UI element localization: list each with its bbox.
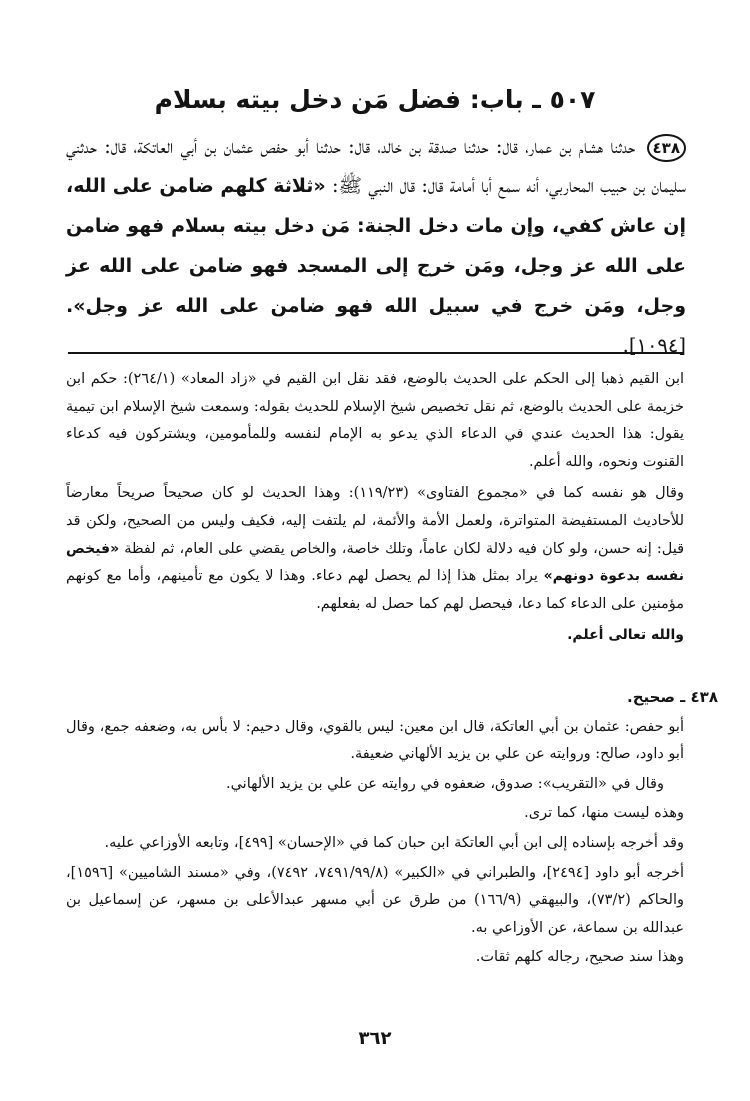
hadith-number-badge: ٤٣٨ [647, 134, 686, 162]
hadith-reference: [١٠٩٤]. [622, 334, 686, 357]
takhrij-line: أخرجه أبو داود [٢٤٩٤]، والطبراني في «الكبير» (٧٤٩١/٩٩/٨، ٧٤٩٢)، وفي «مسند الشاميين» [١٥٩٦]، والحاكم (٧٣/٢)، والبيهقي (١٦٦/٩) من طرق عن أبي مسهر عبدالأعلى بن مسهر، عن إسماعيل بن عبدالله بن سماعة، عن الأوزاعي به. [66, 864, 684, 936]
footnote-paragraph-2-end: يراد بمثل هذا إذا لم يحصل لهم دعاء. وهذا لا يكون مع تأمينهم، وأما مع كونهم مؤمنين على الدعاء كما دعا، فيحصل لهم كما حصل له بفعلهم. [66, 568, 684, 612]
takhrij-line: أبو حفص: عثمان بن أبي العاتكة، قال ابن معين: ليس بالقوي، وقال دحيم: لا بأس به، وضعفه جمع، وقال أبو داود، صالح: وروايته عن علي بن يزيد الألهاني ضعيفة. [66, 718, 684, 763]
hadith-text [66, 127, 686, 365]
hadith-matn: «ثلاثة كلهم ضامن على الله، إن عاش كفي، وإن مات دخل الجنة: مَن دخل بيته بسلام فهو ضامن على الله عز وجل، ومَن خرج إلى المسجد فهو ضامن على الله عز وجل، ومَن خرج في سبيل الله فهو ضامن على الله عز وجل». [66, 175, 686, 317]
takhrij-section [66, 684, 718, 974]
footnote-paragraph-2 [66, 480, 684, 618]
takhrij-line: وهذه ليست منها، كما ترى. [524, 805, 684, 822]
takhrij-line: وهذا سند صحيح، رجاله كلهم ثقات. [475, 949, 684, 966]
hadith-paragraph [66, 127, 686, 365]
footnote-quoted-phrase: «فيخص نفسه بدعوة دونهم» [66, 540, 684, 585]
takhrij-line: وقد أخرجه بإسناده إلى ابن أبي العاتكة ابن حبان كما في «الإحسان» [٤٩٩]، وتابعه الأوزاعي عليه. [104, 834, 684, 851]
footnote-paragraph-1: ابن القيم ذهبا إلى الحكم على الحديث بالوضع، فقد نقل ابن القيم في «زاد المعاد» (٢٦٤/١): حكم ابن خزيمة على الحديث بالوضع، ثم نقل تخصيص شيخ الإسلام للحديث بقوله: وسمعت شيخ الإسلام ابن تيمية يقول: هذا الحديث عندي في الدعاء الذي يدعو به الإمام لنفسه وللمأمومين، ويشتركون فيه كدعاء القنوت ونحوه، والله أعلم. [66, 371, 685, 470]
page-number: ٣٦٢ [358, 1028, 392, 1049]
footnote-closing: والله تعالى أعلم. [567, 627, 684, 644]
footnote-divider [68, 352, 684, 354]
footnote-paragraph-2-start: وقال هو نفسه كما في «مجموع الفتاوى» (١١٩/٢٣): وهذا الحديث لو كان صحيحاً صريحاً معارضاً للأحاديث المستفيضة المتواترة، ولعمل الأمة والأئمة، لم يلتفت إليه، فكيف وليس من الصحيح، ولكن قد قيل: إنه حسن، ولو كان فيه دلالة لكان عاماً، وتلك خاصة، والخاص يقضي على العام، ثم لفظة [66, 485, 684, 557]
hadith-isnad: حدثنا هشام بن عمار، قال: حدثنا صدقة بن خالد، قال: حدثنا أبو حفص عثمان بن أبي العاتكة، قال: حدثني سليمان بن حبيب المحاربي، أنه سمع أبا أمامة قال: قال النبي ﷺ: [66, 135, 687, 197]
takhrij-heading: ٤٣٨ ـ صحيح. [627, 688, 718, 706]
footnotes [66, 366, 684, 654]
takhrij-line: وقال في «التقريب»: صدوق، ضعفوه في روايته عن علي بن يزيد الألهاني. [225, 775, 664, 792]
chapter-title: ٥٠٧ ـ باب: فضل مَن دخل بيته بسلام [154, 85, 596, 114]
